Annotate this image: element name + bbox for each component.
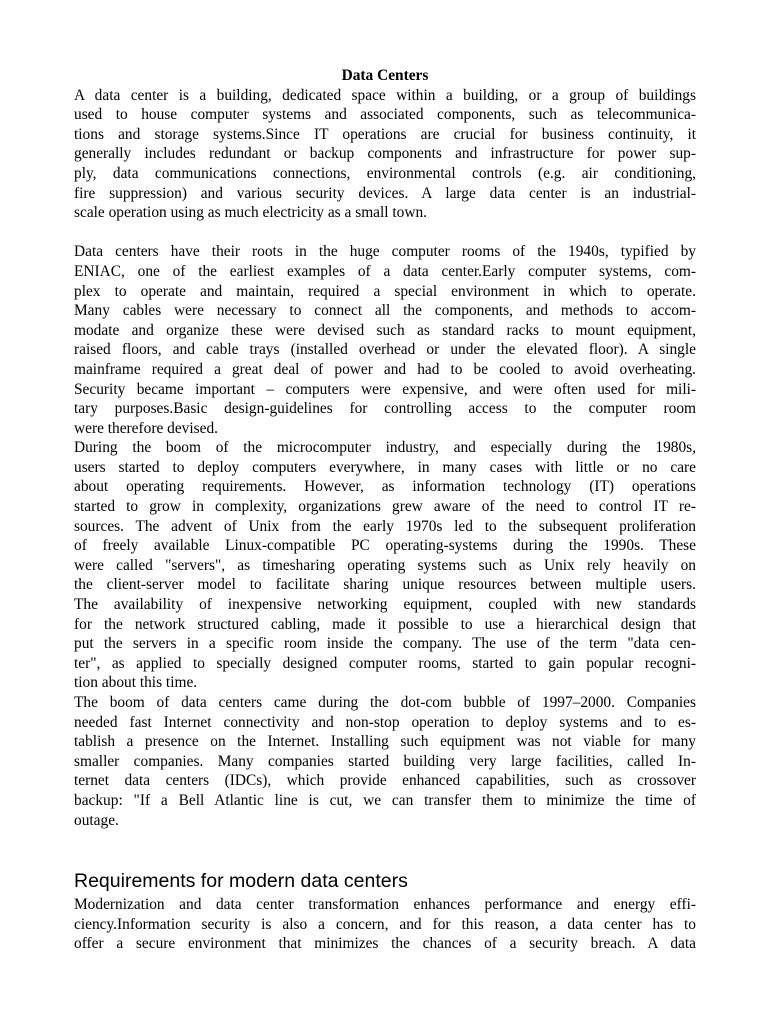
text-line: ter", as applied to specially designed computer rooms, started to gain popular recogni-: [74, 654, 696, 672]
text-line: needed fast Internet connectivity and non-stop operation to deploy systems and to es-: [74, 713, 696, 731]
text-line: for the network structured cabling, made it possible to use a hierarchical design that: [74, 615, 696, 633]
paragraph-spacer: [74, 223, 696, 243]
text-line: Data centers have their roots in the huge computer rooms of the 1940s, typified by: [74, 243, 696, 261]
text-line: put the servers in a specific room inside the company. The use of the term "data cen-: [74, 635, 696, 653]
text-line: tary purposes.Basic design-guidelines for controlling access to the computer room: [74, 400, 696, 418]
paragraph-1: [74, 86, 696, 223]
paragraph-5: [74, 895, 696, 954]
document-body: [74, 66, 696, 830]
text-line: ply, data communications connections, environmental controls (e.g. air conditioning,: [74, 164, 696, 182]
text-line: generally includes redundant or backup components and infrastructure for power sup-: [74, 145, 696, 163]
text-line: outage.: [74, 811, 119, 829]
text-line: ciency.Information security is also a concern, and for this reason, a data center has to: [74, 915, 696, 933]
text-line: tions and storage systems.Since IT operations are crucial for business continuity, it: [74, 125, 696, 143]
text-line: plex to operate and maintain, required a special environment in which to operate.: [74, 282, 696, 300]
text-line: the client-server model to facilitate sharing unique resources between multiple users.: [74, 576, 696, 594]
text-line: used to house computer systems and associated components, such as telecommunica-: [74, 106, 696, 124]
text-line: ternet data centers (IDCs), which provide enhanced capabilities, such as crossover: [74, 772, 696, 790]
text-line: mainframe required a great deal of power and had to be cooled to avoid overheating.: [74, 360, 696, 378]
text-line: tion about this time.: [74, 674, 198, 692]
text-line: backup: "If a Bell Atlantic line is cut, we can transfer them to minimize the time of: [74, 791, 696, 809]
paragraph-2: [74, 242, 696, 438]
text-line: modate and organize these were devised such as standard racks to mount equipment,: [74, 321, 696, 339]
paragraph-4: [74, 693, 696, 830]
text-line: about operating requirements. However, as information technology (IT) operations: [74, 478, 696, 496]
text-line: The availability of inexpensive networking equipment, coupled with new standards: [74, 596, 696, 614]
text-line: Modernization and data center transformation enhances performance and energy effi-: [74, 896, 696, 913]
text-line: of freely available Linux-compatible PC operating-systems during the 1990s. These: [74, 537, 696, 555]
text-line: A data center is a building, dedicated space within a building, or a group of buildings: [74, 86, 696, 104]
section-heading: Requirements for modern data centers: [74, 870, 408, 892]
text-line: fire suppression) and various security devices. A large data center is an industrial-: [74, 184, 696, 202]
paragraph-3: [74, 438, 696, 693]
text-line: sources. The advent of Unix from the early 1970s led to the subsequent proliferation: [74, 517, 696, 535]
text-line: users started to deploy computers everywhere, in many cases with little or no care: [74, 458, 696, 476]
text-line: offer a secure environment that minimizes the chances of a security breach. A data: [74, 935, 696, 953]
text-line: started to grow in complexity, organizations grew aware of the need to control IT re-: [74, 498, 696, 516]
text-line: smaller companies. Many companies started building very large facilities, called In-: [74, 752, 696, 770]
text-line: scale operation using as much electricity as a small town.: [74, 204, 428, 222]
text-line: were therefore devised.: [74, 419, 218, 437]
text-line: were called "servers", as timesharing operating systems such as Unix rely heavily on: [74, 556, 696, 574]
text-line: ENIAC, one of the earliest examples of a data center.Early computer systems, com-: [74, 262, 696, 280]
text-line: tablish a presence on the Internet. Installing such equipment was not viable for many: [74, 733, 696, 751]
text-line: The boom of data centers came during the dot-com bubble of 1997–2000. Companies: [74, 694, 696, 711]
text-line: Many cables were necessary to connect all the components, and methods to accom-: [74, 302, 696, 320]
text-line: During the boom of the microcomputer industry, and especially during the 1980s,: [74, 439, 696, 457]
document-title: Data Centers: [341, 67, 429, 84]
text-line: Security became important – computers were expensive, and were often used for mili-: [74, 380, 696, 398]
text-line: raised floors, and cable trays (installed overhead or under the elevated floor). A single: [74, 341, 696, 359]
